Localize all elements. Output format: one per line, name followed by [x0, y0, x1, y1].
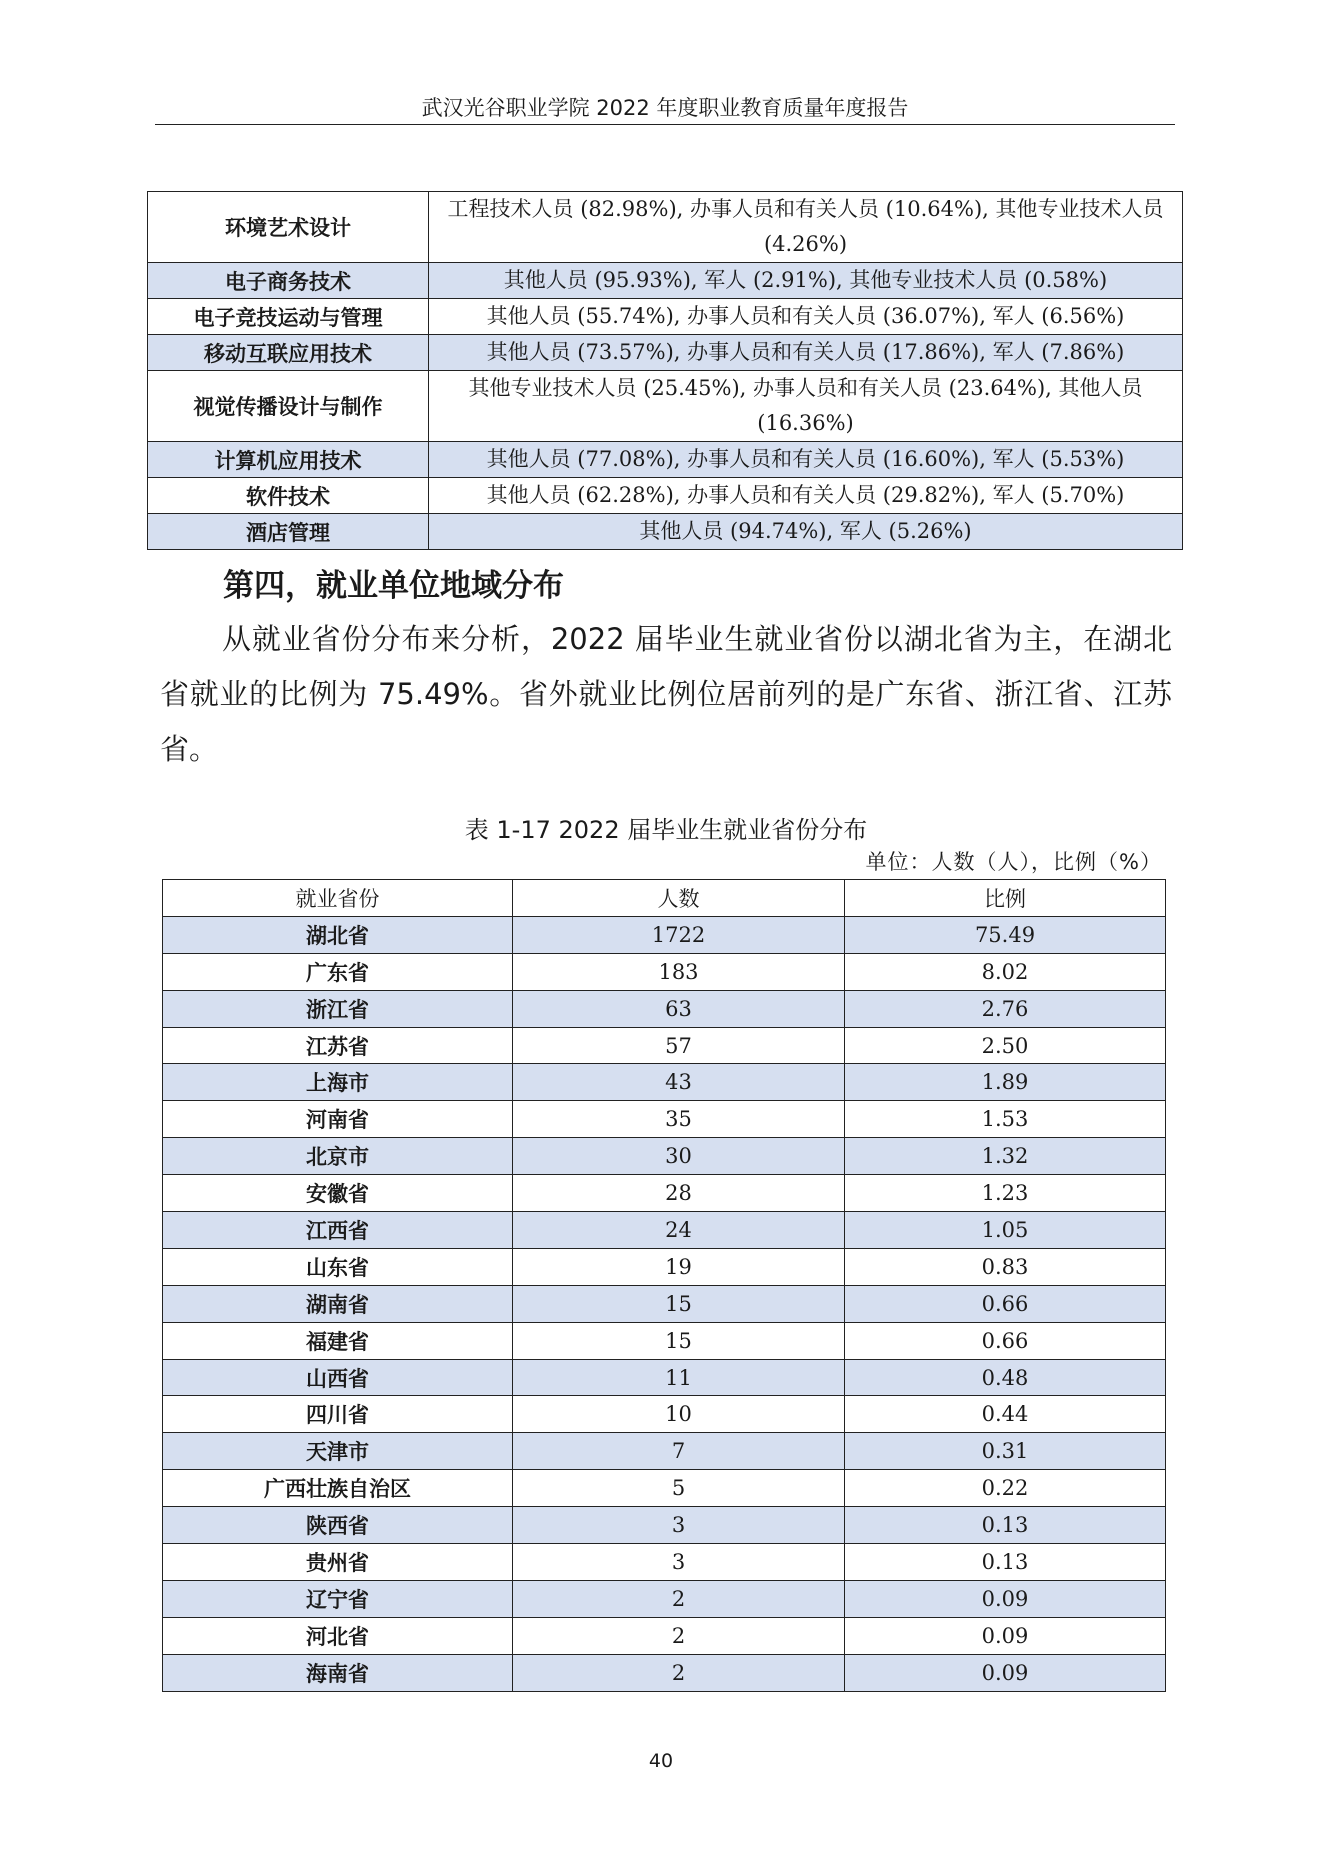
province-cell: 广东省 — [163, 953, 513, 990]
major-cell: 计算机应用技术 — [148, 442, 429, 478]
province-cell: 陕西省 — [163, 1507, 513, 1544]
table-row — [163, 1359, 1166, 1396]
count-cell: 1722 — [513, 916, 845, 953]
province-cell: 浙江省 — [163, 990, 513, 1027]
province-cell: 贵州省 — [163, 1544, 513, 1581]
running-header: 武汉光谷职业学院 2022 年度职业教育质量年度报告 — [421, 96, 909, 120]
distribution-cell: 其他人员 (55.74%), 办事人员和有关人员 (36.07%), 军人 (6.56%) — [429, 299, 1183, 335]
ratio-cell: 0.09 — [845, 1580, 1166, 1617]
province-cell: 河南省 — [163, 1101, 513, 1138]
table-row — [163, 1064, 1166, 1101]
distribution-cell: 其他人员 (77.08%), 办事人员和有关人员 (16.60%), 军人 (5.53%) — [429, 442, 1183, 478]
distribution-cell: 其他人员 (94.74%), 军人 (5.26%) — [429, 514, 1183, 550]
header-cell-count: 人数 — [513, 880, 845, 917]
table-header-row — [163, 880, 1166, 917]
province-cell: 河北省 — [163, 1617, 513, 1654]
major-cell: 环境艺术设计 — [148, 192, 429, 263]
province-cell: 广西壮族自治区 — [163, 1470, 513, 1507]
table-row — [163, 1507, 1166, 1544]
count-cell: 3 — [513, 1544, 845, 1581]
count-cell: 43 — [513, 1064, 845, 1101]
distribution-cell: 其他人员 (95.93%), 军人 (2.91%), 其他专业技术人员 (0.58%) — [429, 263, 1183, 299]
count-cell: 183 — [513, 953, 845, 990]
count-cell: 5 — [513, 1470, 845, 1507]
major-cell: 移动互联应用技术 — [148, 335, 429, 371]
header-cell-ratio: 比例 — [845, 880, 1166, 917]
count-cell: 24 — [513, 1212, 845, 1249]
ratio-cell: 0.44 — [845, 1396, 1166, 1433]
province-cell: 天津市 — [163, 1433, 513, 1470]
count-cell: 57 — [513, 1027, 845, 1064]
table-row — [163, 1027, 1166, 1064]
table-row — [163, 953, 1166, 990]
table-row — [163, 1433, 1166, 1470]
table-row — [148, 299, 1183, 335]
section-heading: 第四，就业单位地域分布 — [223, 568, 564, 604]
province-cell: 辽宁省 — [163, 1580, 513, 1617]
province-cell: 江苏省 — [163, 1027, 513, 1064]
province-cell: 上海市 — [163, 1064, 513, 1101]
count-cell: 11 — [513, 1359, 845, 1396]
ratio-cell: 0.66 — [845, 1285, 1166, 1322]
table-row — [163, 1396, 1166, 1433]
count-cell: 35 — [513, 1101, 845, 1138]
table-row — [148, 478, 1183, 514]
ratio-cell: 1.89 — [845, 1064, 1166, 1101]
ratio-cell: 0.31 — [845, 1433, 1166, 1470]
table-row — [148, 514, 1183, 550]
table-row — [148, 442, 1183, 478]
distribution-cell: 工程技术人员 (82.98%), 办事人员和有关人员 (10.64%), 其他专业技术人员 (4.26%) — [429, 192, 1183, 263]
table-row — [163, 1138, 1166, 1175]
table-row — [163, 990, 1166, 1027]
province-cell: 江西省 — [163, 1212, 513, 1249]
ratio-cell: 0.13 — [845, 1544, 1166, 1581]
distribution-cell: 其他人员 (73.57%), 办事人员和有关人员 (17.86%), 军人 (7.86%) — [429, 335, 1183, 371]
province-cell: 山东省 — [163, 1248, 513, 1285]
ratio-cell: 0.09 — [845, 1617, 1166, 1654]
province-cell: 山西省 — [163, 1359, 513, 1396]
ratio-cell: 2.50 — [845, 1027, 1166, 1064]
table-row — [163, 1285, 1166, 1322]
table-caption: 表 1-17 2022 届毕业生就业省份分布 — [464, 816, 868, 844]
header-cell-province: 就业省份 — [163, 880, 513, 917]
count-cell: 2 — [513, 1654, 845, 1691]
province-cell: 海南省 — [163, 1654, 513, 1691]
body-paragraph: 从就业省份分布来分析，2022 届毕业生就业省份以湖北省为主，在湖北省就业的比例为 75.49%。省外就业比例位居前列的是广东省、浙江省、江苏省。 — [160, 622, 1172, 766]
province-cell: 四川省 — [163, 1396, 513, 1433]
count-cell: 2 — [513, 1580, 845, 1617]
ratio-cell: 1.23 — [845, 1175, 1166, 1212]
province-cell: 安徽省 — [163, 1175, 513, 1212]
province-cell: 湖北省 — [163, 916, 513, 953]
count-cell: 63 — [513, 990, 845, 1027]
page-number: 40 — [648, 1750, 674, 1772]
ratio-cell: 8.02 — [845, 953, 1166, 990]
table-row — [163, 916, 1166, 953]
occupation-table — [147, 191, 1183, 550]
count-cell: 15 — [513, 1322, 845, 1359]
province-cell: 福建省 — [163, 1322, 513, 1359]
table-row — [148, 371, 1183, 442]
ratio-cell: 0.66 — [845, 1322, 1166, 1359]
table-row — [163, 1322, 1166, 1359]
count-cell: 2 — [513, 1617, 845, 1654]
table-row — [163, 1654, 1166, 1691]
ratio-cell: 75.49 — [845, 916, 1166, 953]
ratio-cell: 0.13 — [845, 1507, 1166, 1544]
ratio-cell: 0.48 — [845, 1359, 1166, 1396]
table-unit-note: 单位：人数（人），比例（%） — [865, 850, 1162, 874]
count-cell: 19 — [513, 1248, 845, 1285]
count-cell: 28 — [513, 1175, 845, 1212]
table-row — [148, 192, 1183, 263]
table-row — [163, 1544, 1166, 1581]
table-row — [148, 335, 1183, 371]
ratio-cell: 1.53 — [845, 1101, 1166, 1138]
province-table — [162, 879, 1166, 1692]
ratio-cell: 1.05 — [845, 1212, 1166, 1249]
distribution-cell: 其他人员 (62.28%), 办事人员和有关人员 (29.82%), 军人 (5.70%) — [429, 478, 1183, 514]
table-row — [163, 1248, 1166, 1285]
ratio-cell: 0.09 — [845, 1654, 1166, 1691]
ratio-cell: 1.32 — [845, 1138, 1166, 1175]
major-cell: 酒店管理 — [148, 514, 429, 550]
table-row — [148, 263, 1183, 299]
table-row — [163, 1470, 1166, 1507]
count-cell: 15 — [513, 1285, 845, 1322]
table-row — [163, 1212, 1166, 1249]
table-row — [163, 1617, 1166, 1654]
ratio-cell: 0.83 — [845, 1248, 1166, 1285]
count-cell: 7 — [513, 1433, 845, 1470]
major-cell: 视觉传播设计与制作 — [148, 371, 429, 442]
major-cell: 软件技术 — [148, 478, 429, 514]
table-row — [163, 1101, 1166, 1138]
count-cell: 10 — [513, 1396, 845, 1433]
count-cell: 30 — [513, 1138, 845, 1175]
province-cell: 北京市 — [163, 1138, 513, 1175]
major-cell: 电子竞技运动与管理 — [148, 299, 429, 335]
province-cell: 湖南省 — [163, 1285, 513, 1322]
distribution-cell: 其他专业技术人员 (25.45%), 办事人员和有关人员 (23.64%), 其他人员 (16.36%) — [429, 371, 1183, 442]
count-cell: 3 — [513, 1507, 845, 1544]
ratio-cell: 2.76 — [845, 990, 1166, 1027]
ratio-cell: 0.22 — [845, 1470, 1166, 1507]
table-row — [163, 1175, 1166, 1212]
header-rule — [155, 124, 1175, 125]
table-row — [163, 1580, 1166, 1617]
major-cell: 电子商务技术 — [148, 263, 429, 299]
